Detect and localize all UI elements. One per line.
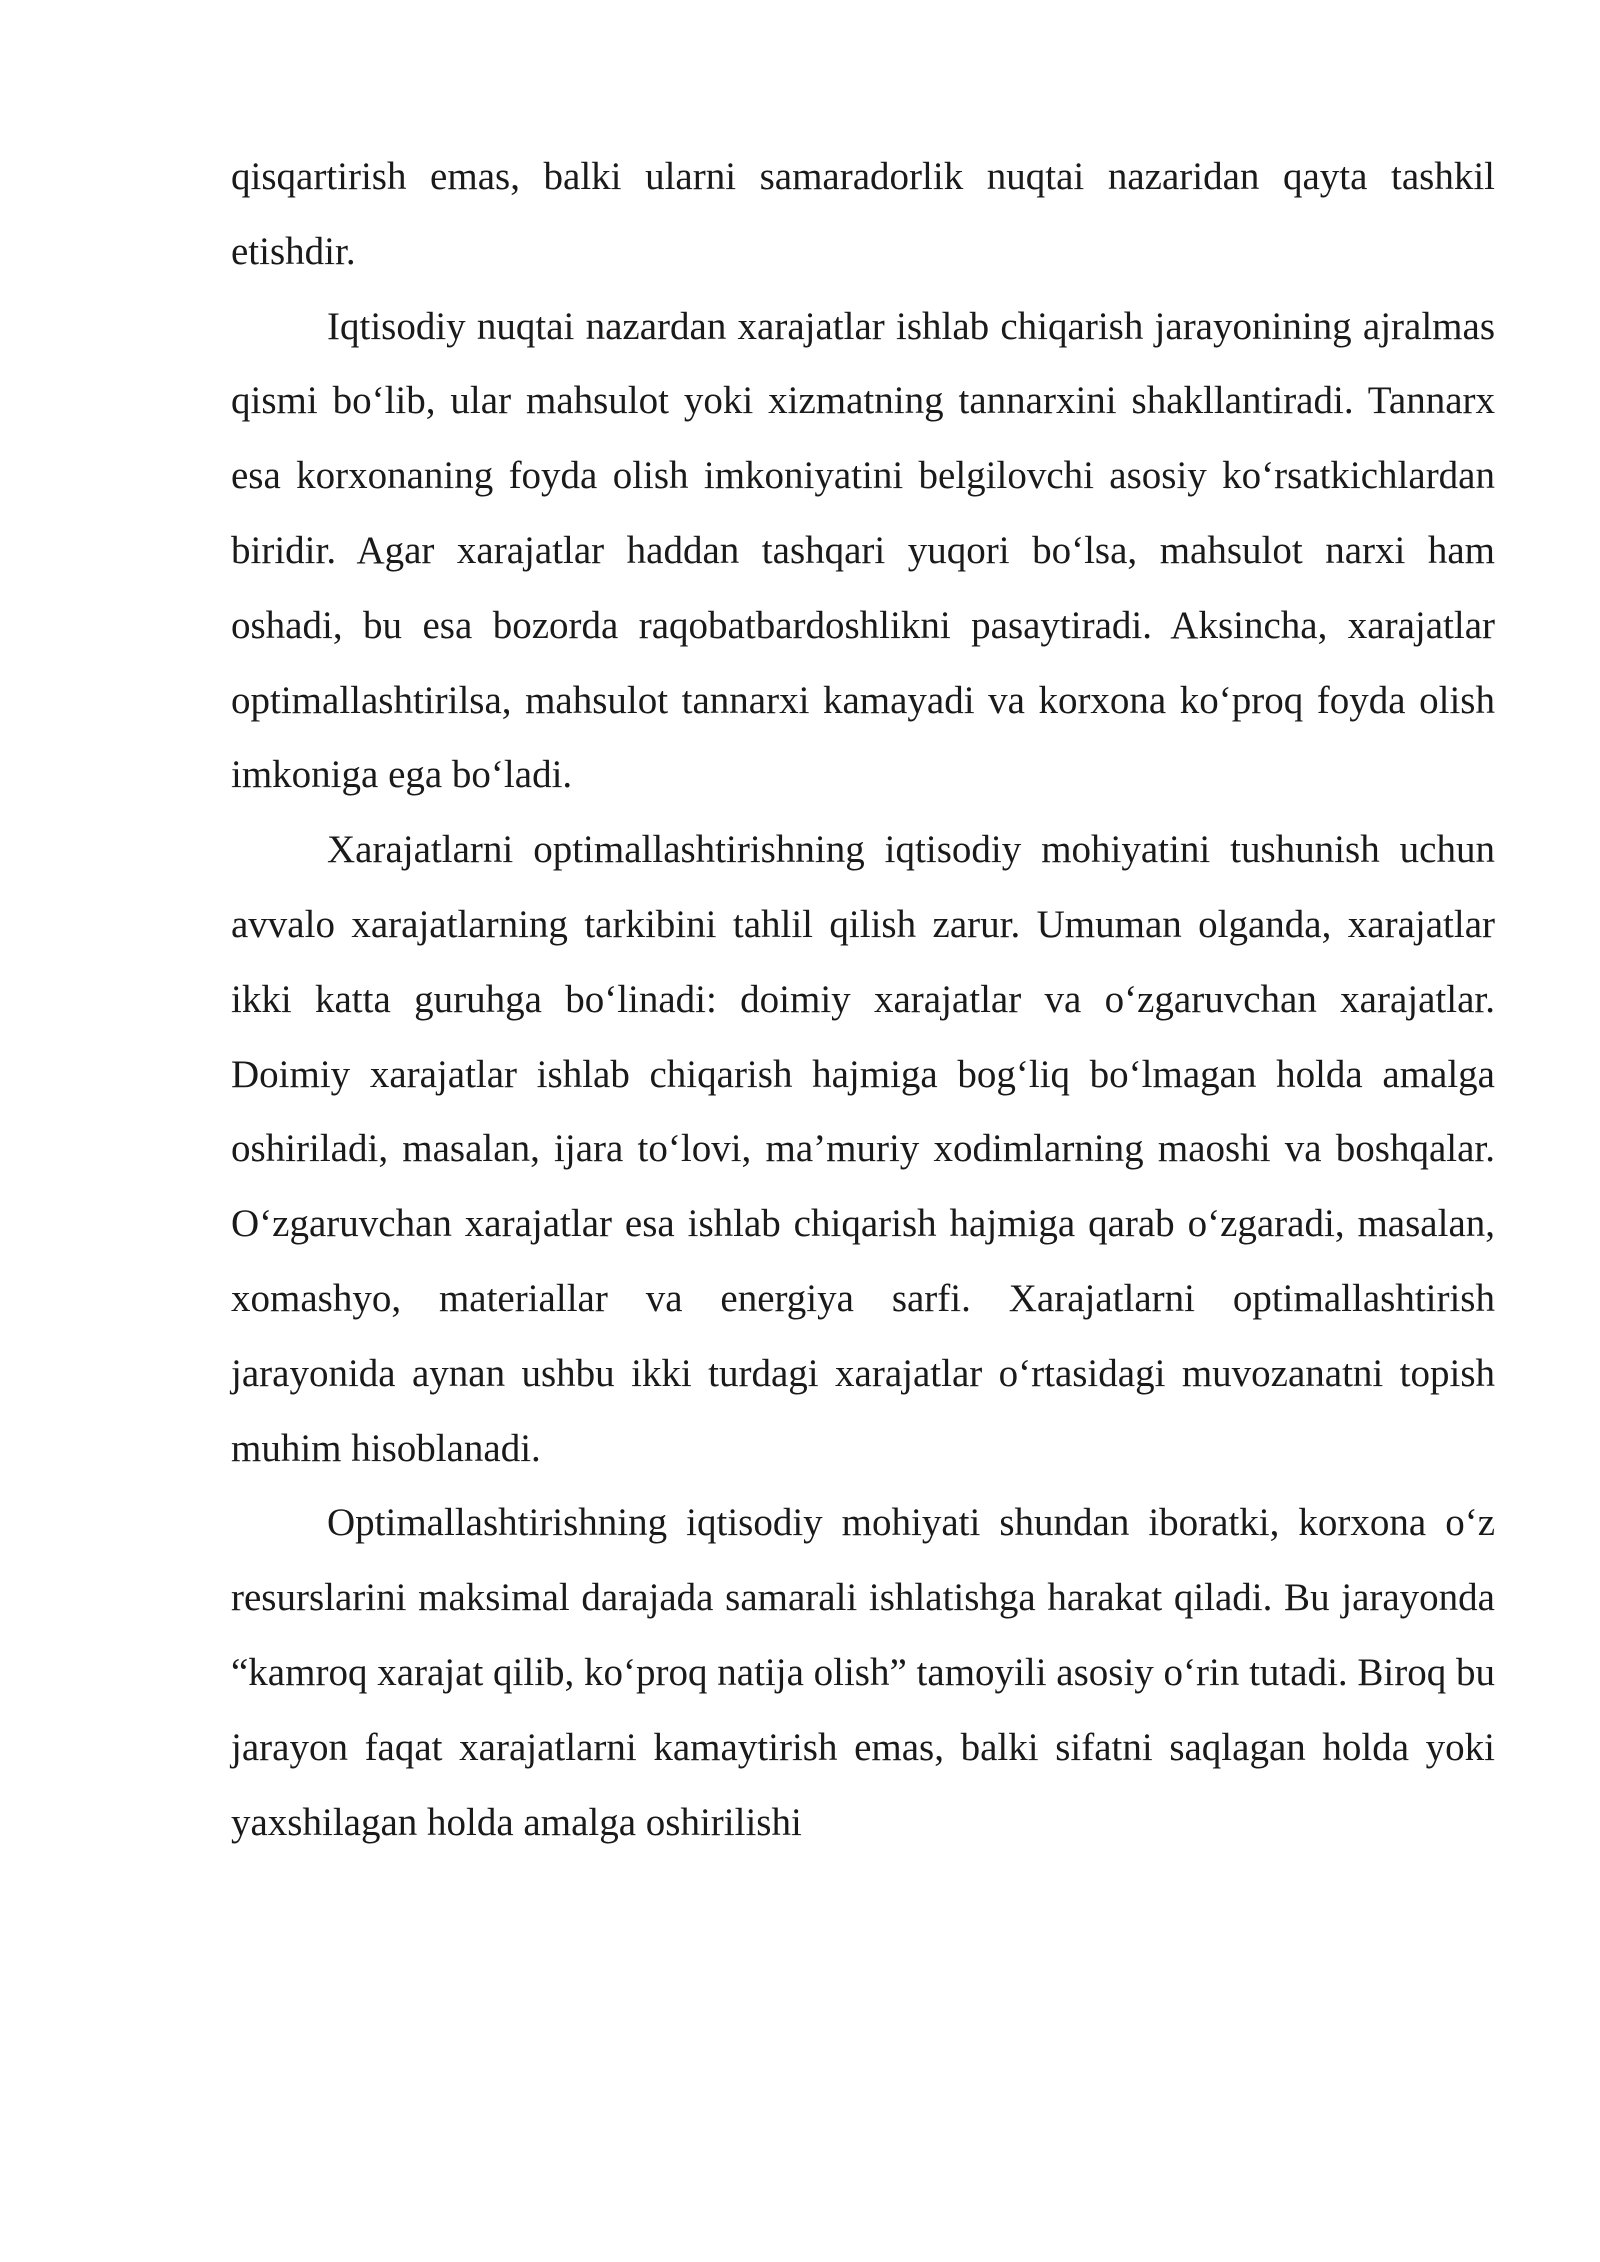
paragraph-cost-economic-view: Iqtisodiy nuqtai nazardan xarajatlar ishlab chiqarish jarayonining ajralmas qismi bo‘lib, ular mahsulot yoki xizmatning tannarxini shakllantiradi. Tannarx esa korxonaning foyda olish imkoniyatini belgilovchi asosiy ko‘rsatkichlardan biridir. Agar xarajatlar haddan tashqari yuqori bo‘lsa, mahsulot narxi ham oshadi, bu esa bozorda raqobatbardoshlikni pasaytiradi. Aksincha, xarajatlar optimallashtirilsa, mahsulot tannarxi kamayadi va korxona ko‘proq foyda olish imkoniga ega bo‘ladi. bbox=[231, 304, 1495, 797]
paragraph-cost-structure: Xarajatlarni optimallashtirishning iqtisodiy mohiyatini tushunish uchun avvalo xarajatlarning tarkibini tahlil qilish zarur. Umuman olganda, xarajatlar ikki katta guruhga bo‘linadi: doimiy xarajatlar va o‘zgaruvchan xarajatlar. Doimiy xarajatlar ishlab chiqarish hajmiga bog‘liq bo‘lmagan holda amalga oshiriladi, masalan, ijara to‘lovi, ma’muriy xodimlarning maoshi va boshqalar. O‘zgaruvchan xarajatlar esa ishlab chiqarish hajmiga qarab o‘zgaradi, masalan, xomashyo, materiallar va energiya sarfi. Xarajatlarni optimallashtirish jarayonida aynan ushbu ikki turdagi xarajatlar o‘rtasidagi muvozanatni topish muhim hisoblanadi. bbox=[231, 828, 1495, 1470]
paragraph-optimization-essence: Optimallashtirishning iqtisodiy mohiyati shundan iboratki, korxona o‘z resurslarini maksimal darajada samarali ishlatishga harakat qiladi. Bu jarayonda “kamroq xarajat qilib, ko‘proq natija olish” tamoyili asosiy o‘rin tutadi. Biroq bu jarayon faqat xarajatlarni kamaytirish emas, balki sifatni saqlagan holda yoki yaxshilagan holda amalga oshirilishi bbox=[231, 1501, 1495, 1844]
paragraph-continuation: qisqartirish emas, balki ularni samaradorlik nuqtai nazaridan qayta tashkil etishdir. bbox=[231, 155, 1495, 273]
document-body bbox=[231, 140, 1495, 1860]
